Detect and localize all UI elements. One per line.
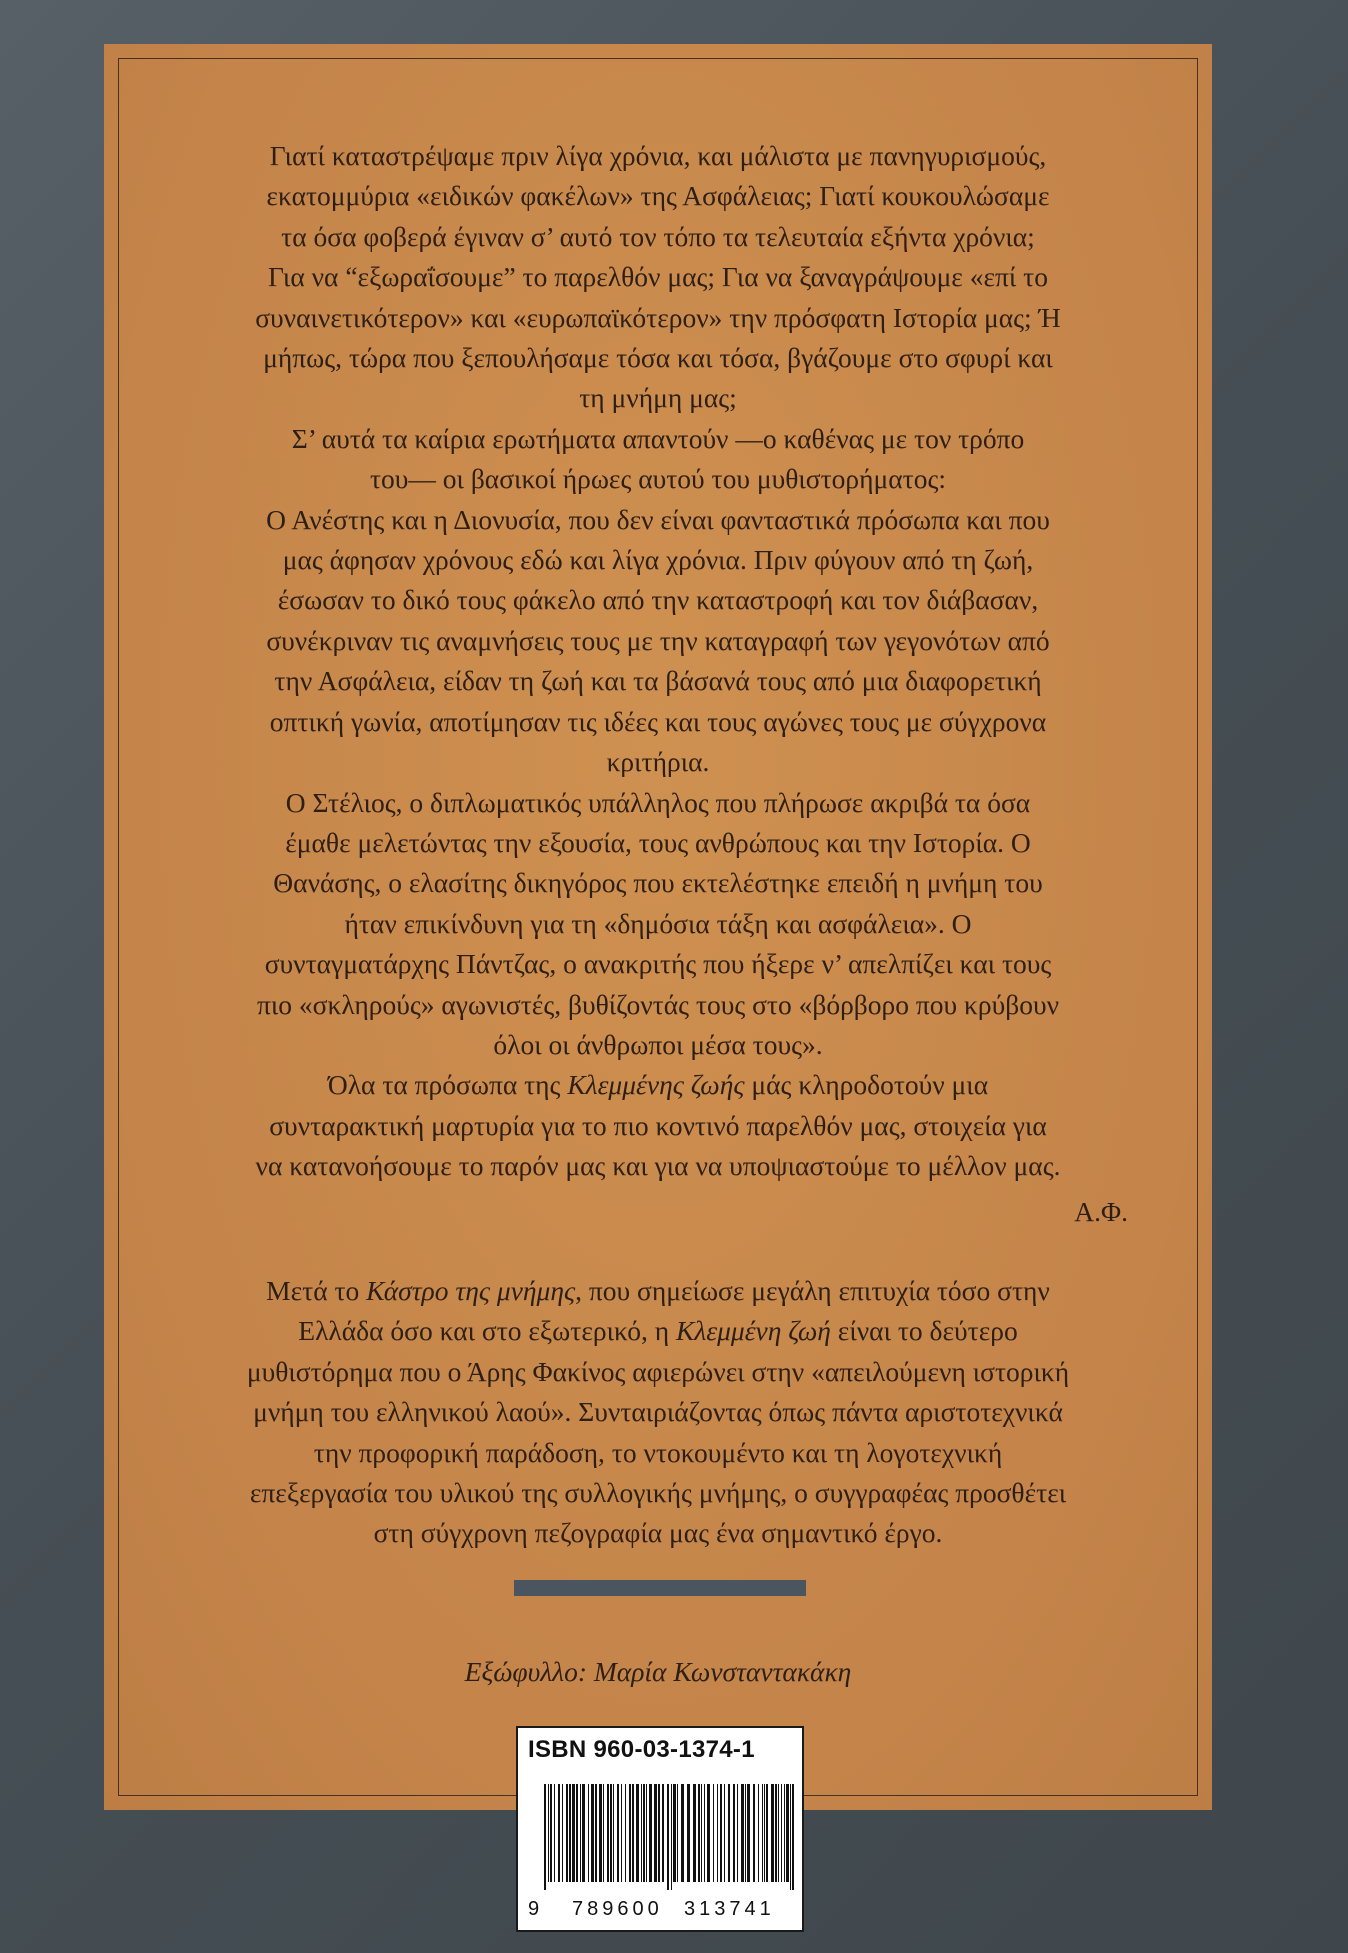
about-line: Μετά το Κάστρο της μνήμης, που σημείωσε μεγάλη επιτυχία τόσο στην (266, 1275, 1050, 1306)
barcode-bar (582, 1784, 585, 1882)
barcode-bar (617, 1784, 619, 1882)
blurb-line: όλοι οι άνθρωποι μέσα τους». (493, 1028, 823, 1060)
barcode-bar (662, 1784, 664, 1882)
about-line: Ελλάδα όσο και στο εξωτερικό, η Κλεμμένη ζωή είναι το δεύτερο (298, 1315, 1018, 1347)
barcode-bar (632, 1784, 634, 1882)
barcode-bar (625, 1784, 626, 1882)
barcode-bar (607, 1784, 609, 1882)
barcode-bar (701, 1784, 702, 1882)
barcode-bar (741, 1784, 744, 1882)
barcode-bar (717, 1784, 718, 1882)
barcode-bar (778, 1784, 779, 1882)
barcode-bar (720, 1784, 722, 1882)
blurb-line: εκατομμύρια «ειδικών φακέλων» της Ασφάλειας; Γιατί κουκουλώσαμε (266, 180, 1050, 212)
barcode-bar (654, 1784, 657, 1882)
barcode-bar (733, 1784, 735, 1882)
barcode-bar (667, 1784, 669, 1890)
blurb-line: Όλα τα πρόσωπα της Κλεμμένης ζωής μάς κληροδοτούν μια (327, 1069, 989, 1101)
barcode-bar (784, 1784, 785, 1882)
barcode-bar (544, 1784, 546, 1890)
blurb-line: συναινετικότερον» και «ευρωπαϊκότερον» την πρόσφατη Ιστορία μας; Ή (255, 301, 1061, 333)
barcode-bar (595, 1784, 597, 1882)
barcode-bar (649, 1784, 652, 1882)
blurb-line: Γιατί καταστρέψαμε πριν λίγα χρόνια, και μάλιστα με πανηγυρισμούς, (269, 140, 1047, 171)
barcode-bar (681, 1784, 684, 1882)
barcode-bar (728, 1784, 730, 1882)
about-text (188, 1271, 1128, 1554)
barcode-bar (588, 1784, 589, 1882)
barcode-bar (671, 1784, 672, 1890)
barcode-bar (758, 1784, 759, 1882)
about-line: μνήμη του ελληνικού λαού». Συνταιριάζοντας όπως πάντα αριστοτεχνικά (253, 1396, 1063, 1428)
blurb-line: έσωσαν το δικό τους φάκελο από την καταστροφή και τον διάβασαν, (277, 584, 1039, 616)
barcode-bar (781, 1784, 782, 1882)
barcode-bar (698, 1784, 700, 1882)
barcode-bar (636, 1784, 639, 1882)
blurb-line: Θανάσης, ο ελασίτης δικηγόρος που εκτελέστηκε επειδή η μνήμη του (273, 867, 1043, 899)
blurb-line: κριτήρια. (606, 746, 710, 778)
barcode-bar (677, 1784, 678, 1882)
blurb-line: τη μνήμη μας; (579, 382, 737, 414)
barcode-bar (554, 1784, 555, 1882)
barcode-bar (753, 1784, 755, 1882)
barcode-bar (707, 1784, 710, 1882)
barcode-bar (704, 1784, 705, 1882)
barcode-icon (544, 1784, 794, 1890)
blurb-line: μας άφησαν χρόνους εδώ και λίγα χρόνια. Πριν φύγουν από τη ζωή, (282, 544, 1034, 576)
barcode-bar (747, 1784, 750, 1882)
barcode-bar (673, 1784, 676, 1882)
blurb-line: μήπως, τώρα που ξεπουλήσαμε τόσα και τόσα, βγάζουμε στο σφυρί και (263, 342, 1053, 374)
barcode-bar (762, 1784, 763, 1882)
barcode-digit-first: 9 (528, 1898, 540, 1920)
about-line: επεξεργασία του υλικού της συλλογικής μνήμης, ο συγγραφέας προσθέτει (249, 1477, 1067, 1509)
barcode-bar (786, 1784, 789, 1882)
barcode-bar (641, 1784, 642, 1882)
barcode-bar (603, 1784, 604, 1882)
blurb-text (188, 136, 1128, 1187)
blurb-line: συνταρακτική μαρτυρία για το πιο κοντινό παρελθόν μας, στοιχεία για (269, 1109, 1047, 1141)
blurb-line: ήταν επικίνδυνη για τη «δημόσια τάξη και ασφάλεια». Ο (344, 907, 972, 939)
cover-credit: Εξώφυλλο: Μαρία Κωνσταντακάκη (464, 1656, 852, 1687)
barcode-bar (629, 1784, 631, 1882)
about-line: στη σύγχρονη πεζογραφία μας ένα σημαντικό έργο. (373, 1517, 943, 1549)
barcode-bar (713, 1784, 714, 1882)
blurb-line: Ο Στέλιος, ο διπλωματικός υπάλληλος που πλήρωσε ακριβά τα όσα (285, 786, 1031, 818)
barcode-bar (550, 1784, 552, 1882)
barcode-bar (572, 1784, 575, 1882)
barcode-digits-left: 789600 (572, 1898, 663, 1920)
barcode-bar (737, 1784, 738, 1882)
blurb-line: Σ’ αυτά τα καίρια ερωτήματα απαντούν —ο καθένας με τον τρόπο (291, 422, 1025, 454)
barcode-bar (687, 1784, 690, 1882)
blurb-line: έμαθε μελετώντας την εξουσία, τους ανθρώπους και την Ιστορία. Ο (285, 826, 1031, 858)
barcode-bar (745, 1784, 746, 1882)
blurb-line: να κατανοήσουμε το παρόν μας και για να υποψιαστούμε το μέλλον μας. (255, 1150, 1061, 1182)
barcode-bar (764, 1784, 765, 1882)
barcode-bar (562, 1784, 563, 1882)
barcode-bar (569, 1784, 571, 1882)
blurb-line: συνταγματάρχης Πάντζας, ο ανακριτής που ήξερε ν’ απελπίζει και τους (264, 948, 1052, 980)
barcode-label (516, 1726, 804, 1932)
barcode-bar (771, 1784, 774, 1882)
barcode-bar (566, 1784, 568, 1882)
author-signature: Α.Φ. (1074, 1196, 1128, 1227)
barcode-bar (724, 1784, 725, 1882)
blurb-line: Για να “εξωραΐσουμε” το παρελθόν μας; Για να ξαναγράψουμε «επί το (267, 261, 1048, 293)
barcode-bar (610, 1784, 612, 1882)
blurb-line: την Ασφάλεια, είδαν τη ζωή και τα βάσανά τους από μια διαφορετική (274, 665, 1042, 697)
barcode-bar (658, 1784, 660, 1882)
barcode-bar (613, 1784, 614, 1882)
barcode-bar (576, 1784, 578, 1882)
blurb-line: συνέκριναν τις αναμνήσεις τους με την καταγραφή των γεγονότων από (266, 624, 1050, 656)
barcode-bar (591, 1784, 594, 1882)
barcode-bar (766, 1784, 768, 1882)
barcode-bar (621, 1784, 622, 1882)
barcode-bar (790, 1784, 791, 1890)
barcode-bar (643, 1784, 645, 1882)
barcode-bar (599, 1784, 602, 1882)
blurb-line: οπτική γωνία, αποτίμησαν τις ιδέες και τους αγώνες τους με σύγχρονα (269, 705, 1047, 737)
barcode-digits-right: 313741 (684, 1898, 775, 1920)
blurb-line: τα όσα φοβερά έγιναν σ’ αυτό τον τόπο τα τελευταία εξήντα χρόνια; (281, 220, 1035, 252)
cover-panel (104, 44, 1212, 1810)
blurb-line: του— οι βασικοί ήρωες αυτού του μυθιστορήματος: (370, 463, 946, 495)
divider-bar (514, 1580, 806, 1596)
about-line: την προφορική παράδοση, το ντοκουμέντο και τη λογοτεχνική (313, 1436, 1003, 1468)
barcode-bar (792, 1784, 794, 1890)
barcode-bar (548, 1784, 549, 1882)
barcode-bar (775, 1784, 777, 1882)
barcode-bar (558, 1784, 560, 1882)
blurb-line: Ο Ανέστης και η Διονυσία, που δεν είναι φανταστικά πρόσωπα και που (266, 503, 1050, 535)
isbn-number: ISBN 960-03-1374-1 (528, 1736, 755, 1763)
barcode-bar (646, 1784, 647, 1882)
barcode-bar (580, 1784, 581, 1882)
blurb-line: πιο «σκληρούς» αγωνιστές, βυθίζοντάς τους στο «βόρβορο που κρύβουν (256, 988, 1060, 1020)
barcode-bar (693, 1784, 696, 1882)
about-line: μυθιστόρημα που ο Άρης Φακίνος αφιερώνει στην «απειλούμενη ιστορική (246, 1355, 1070, 1387)
